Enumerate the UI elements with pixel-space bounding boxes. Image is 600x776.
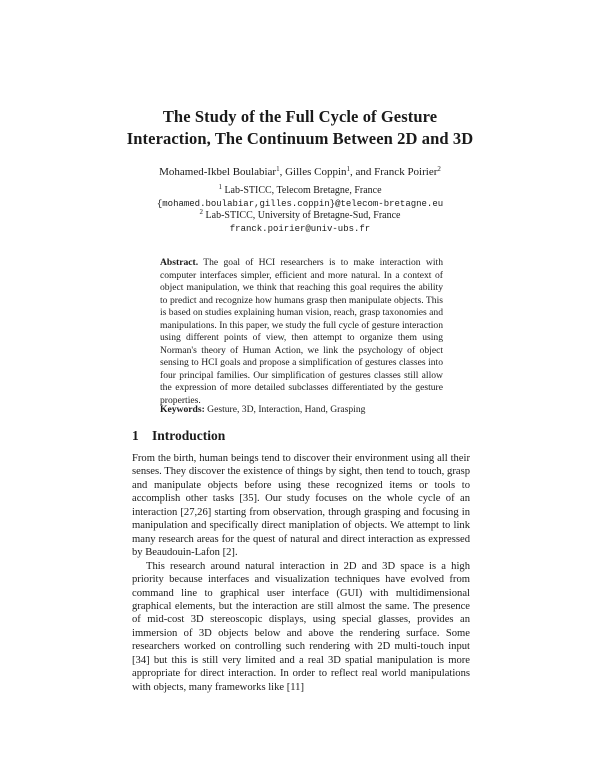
section-title: Introduction [152,428,226,443]
paper-title [100,106,500,150]
affiliation-1-email-text: {mohamed.boulabiar,gilles.coppin}@telecom-bretagne.eu [156,198,444,209]
paragraph-1: From the birth, human beings tend to discover their environment using all their senses. They discover the existence of things by sight, then tend to touch, grasp and manipulate objects before using these recognized items or tools to accomplish other tasks [35]. Our study focuses on the whole cycle of an interaction [27,26] starting from observation, through grasping and focusing in manipulation and specifically direct maniplation of objects. We attempt to link many research areas for the quest of natural and direct interaction as expressed by Beaudouin-Lafon [2]. [132,453,470,559]
affiliation-2-text: Lab-STICC, University of Bretagne-Sud, France [203,210,401,221]
title-line-1: The Study of the Full Cycle of Gesture [162,107,438,126]
title-line-2: Interaction, The Continuum Between 2D and 3D [126,129,474,148]
affiliation-2-email [100,223,500,236]
introduction-body [132,452,470,694]
abstract [160,257,443,407]
affiliation-2-email-text: franck.poirier@univ-ubs.fr [229,223,371,234]
author-3: , and Franck Poirier [350,166,438,178]
author-list [100,165,500,179]
author-1-affil-mark: 1 [276,165,280,174]
author-2-affil-mark: 1 [346,165,351,174]
author-1: Mohamed-Ikbel Boulabiar [159,166,277,178]
affiliation-2 [100,210,500,223]
abstract-label: Abstract. [160,257,199,268]
affiliation-1-email [100,198,500,211]
affiliation-1 [100,185,500,198]
section-number: 1 [132,428,139,443]
section-heading-introduction [132,428,225,444]
paragraph-2: This research around natural interaction in 2D and 3D space is a high priority because interfaces and visualization techniques have evolved from command line to graphical user interface (GUI) with multidimensional graphical elements, but the interaction are still almost the same. The presence of mid-cost 3D stereoscopic displays, using special glasses, provides an immersion of 3D objects below and above the rendering surface. Some researchers worked on controlling such rendering with 2D multi-touch input [34] but this is still very limited and a real 3D spatial manipulation is more appropriate for direct interaction. In order to reflect real world manipulations with objects, many frameworks like [11] [132,560,470,693]
affiliation-2-mark: 2 [199,208,204,217]
affiliation-1-text: Lab-STICC, Telecom Bretagne, France [221,185,382,196]
affiliation-1-mark: 1 [218,183,222,192]
author-2: , Gilles Coppin [279,166,347,178]
keywords [160,404,443,417]
abstract-text: The goal of HCI researchers is to make interaction with computer interfaces simpler, efficient and more natural. In a context of object manipulation, we think that reaching this goal requires the ability to predict and recognize how humans grasp then manipulate objects. This is based on studies explaining human vision, reach, grasp taxonomies and manipulations. In this paper, we study the full cycle of gesture interaction using different points of view, then attempt to organize them using Norman's theory of Human Action, we link the psychology of object sensing to HCI goals and propose a simplification of gestures classes into four principal families. Our simplification of gestures classes still allow the expression of more detailed subclasses differentiated by the gesture properties. [160,257,443,406]
keywords-text: Gesture, 3D, Interaction, Hand, Grasping [204,404,366,415]
keywords-label: Keywords: [160,404,205,415]
author-3-affil-mark: 2 [437,165,441,174]
